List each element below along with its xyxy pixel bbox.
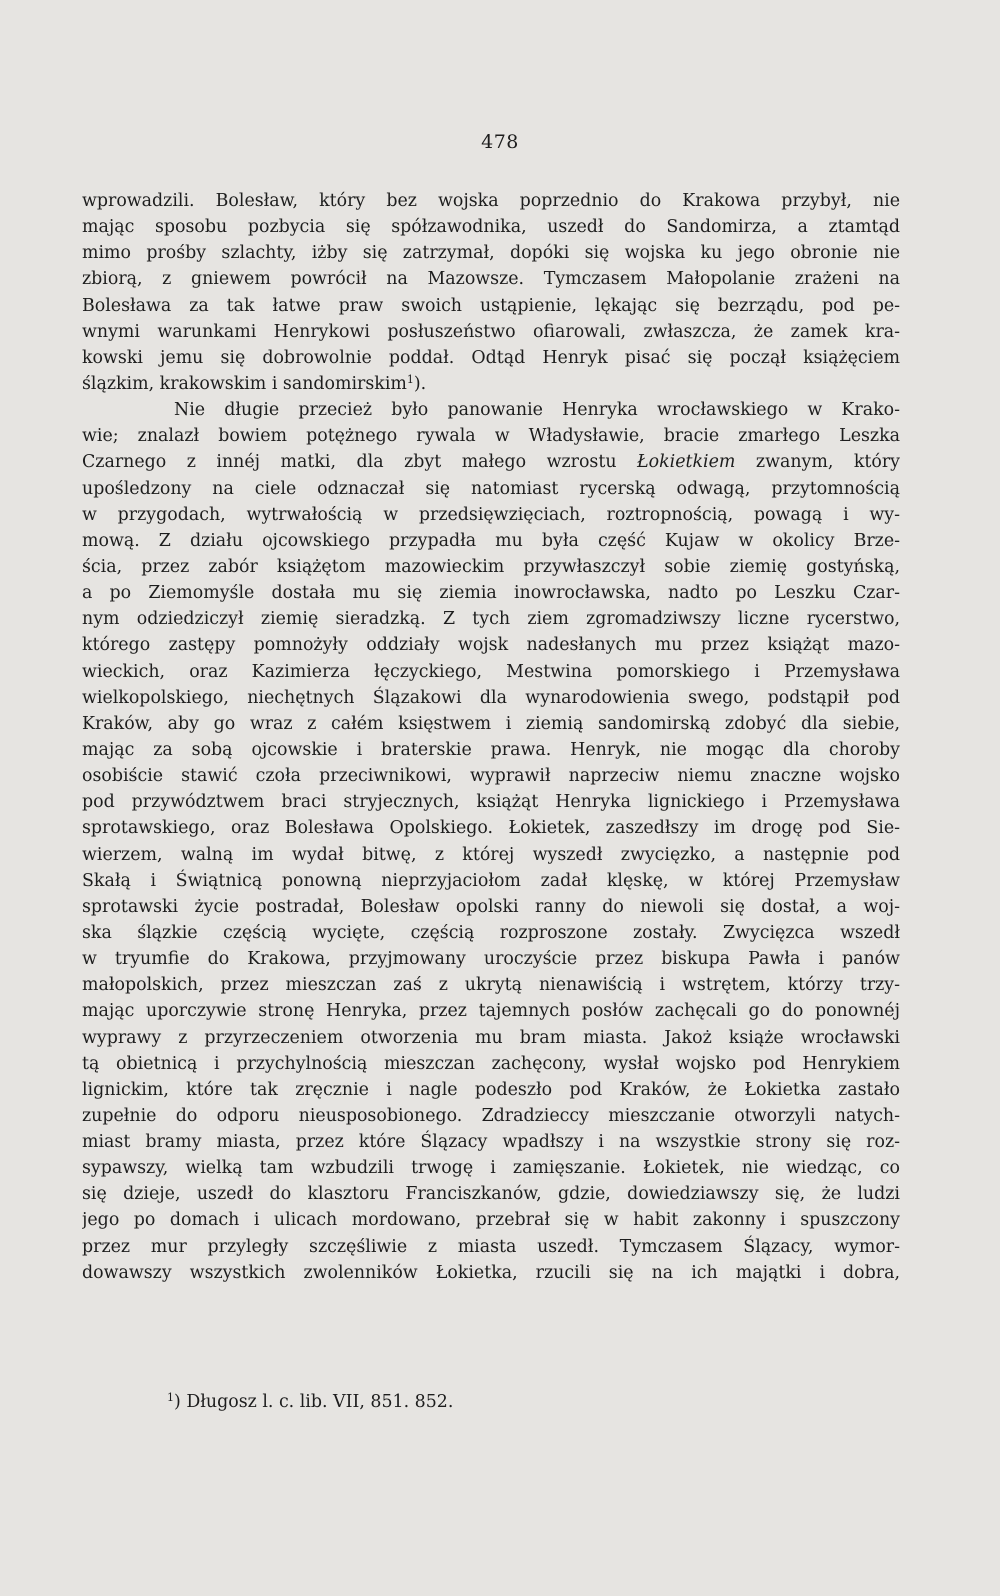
text-line: w przygodach, wytrwałością w przedsięwzięciach, roztropnością, powagą i wy- (82, 504, 900, 525)
text-line: wieckich, oraz Kazimierza łęczyckiego, Mestwina pomorskiego i Przemysława (82, 661, 900, 682)
text-line: mając sposobu pozbycia się spółzawodnika, uszedł do Sandomirza, a ztamtąd (82, 217, 900, 238)
footnote-marker: 1 (167, 1391, 174, 1404)
text-line: Skałą i Świątnicą ponowną nieprzyjaciołom zadał klęskę, w której Przemysław (82, 870, 900, 891)
text-line: małopolskich, przez mieszczan zaś z ukrytą nienawiścią i wstrętem, którzy trzy- (82, 975, 900, 996)
text-line: ska ślązkie częścią wycięte, częścią rozproszone zostały. Zwycięzca wszedł (82, 922, 900, 943)
text-line: sypawszy, wielką tam wzbudzili trwogę i zamięszanie. Łokietek, nie wiedząc, co (82, 1158, 900, 1179)
text-line: się dzieje, uszedł do klasztoru Franciszkanów, gdzie, dowiedziawszy się, że ludzi (82, 1184, 900, 1205)
footnote: $^1$) Długosz l. c. lib. VII, 851. 852. (167, 1391, 454, 1412)
text-line: wie; znalazł bowiem potężnego rywala w Władysławie, bracie zmarłego Leszka (82, 426, 900, 447)
italic-name: Łokietkiem (637, 452, 736, 473)
text-line: sprotawski życie postradał, Bolesław opolski ranny do niewoli się dostał, a woj- (82, 896, 900, 917)
footnote-text: Długosz l. c. lib. VII, 851. 852. (180, 1392, 454, 1412)
text-line (82, 371, 900, 397)
text-line: mając uporczywie stronę Henryka, przez tajemnych posłów zachęcali go do ponownéj (82, 1001, 900, 1022)
text-line: wyprawy z przyrzeczeniem otworzenia mu bram miasta. Jakoż książe wrocławski (82, 1027, 900, 1048)
text-line: mimo prośby szlachty, iżby się zatrzymał, dopóki się wojska ku jego obronie nie (82, 243, 900, 264)
text-line: a po Ziemomyśle dostała mu się ziemia inowrocławska, nadto po Leszku Czar- (82, 583, 900, 604)
text-line: miast bramy miasta, przez które Ślązacy wpadłszy i na wszystkie strony się roz- (82, 1132, 900, 1153)
text-line: ścia, przez zabór książętom mazowieckim przywłaszczył sobie ziemię gostyńską, (82, 556, 900, 577)
text-line: Kraków, aby go wraz z całém księstwem i ziemią sandomirską zdobyć dla siebie, (82, 713, 900, 734)
page-number: 478 (481, 131, 519, 153)
text-line: osobiście stawić czoła przeciwnikowi, wyprawił naprzeciw niemu znaczne wojsko (82, 766, 900, 787)
text-line: sprotawskiego, oraz Bolesława Opolskiego. Łokietek, zaszedłszy im drogę pod Sie- (82, 818, 900, 839)
text-fragment: zwanym, który (735, 452, 900, 473)
text-line: wprowadzili. Bolesław, który bez wojska poprzednio do Krakowa przybył, nie (82, 191, 900, 211)
text-fragment: Czarnego z innéj matki, dla zbyt małego wzrostu (82, 452, 638, 473)
text-line: nym odziedziczył ziemię sieradzką. Z tych ziem zgromadziwszy liczne rycerstwo, (82, 609, 900, 630)
text-line: zbiorą, z gniewem powrócił na Mazowsze. Tymczasem Małopolanie zrażeni na (82, 269, 900, 290)
text-line: lignickim, które tak zręcznie i nagle podeszło pod Kraków, że Łokietka zastało (82, 1079, 900, 1100)
text-line: tą obietnicą i przychylnością mieszczan zachęcony, wysłał wojsko pod Henrykiem (82, 1053, 900, 1074)
text-line: zupełnie do odporu nieusposobionego. Zdradzieccy mieszczanie otworzyli natych- (82, 1105, 900, 1126)
text-line: dowawszy wszystkich zwolenników Łokietka, rzucili się na ich majątki i dobra, (82, 1262, 900, 1283)
text-line: którego zastępy pomnożyły oddziały wojsk nadesłanych mu przez książąt mazo- (82, 635, 900, 656)
text-line: Bolesława za tak łatwe praw swoich ustąpienie, lękając się bezrządu, pod pe- (82, 295, 900, 316)
text-line: pod przywództwem braci stryjecznych, książąt Henryka lignickiego i Przemysława (82, 792, 900, 813)
text-line: w tryumfie do Krakowa, przyjmowany uroczyście przez biskupa Pawła i panów (82, 949, 900, 970)
text-line: mając za sobą ojcowskie i braterskie prawa. Henryk, nie mogąc dla choroby (82, 739, 900, 760)
text-line: wielkopolskiego, niechętnych Ślązakowi dla wynarodowienia swego, podstąpił pod (82, 687, 900, 708)
text-fragment: ). (413, 373, 427, 394)
text-line: upośledzony na ciele odznaczał się natomiast rycerską odwagą, przytomnością (82, 478, 900, 499)
text-line: jego po domach i ulicach mordowano, przebrał się w habit zakonny i spuszczony (82, 1210, 900, 1231)
text-fragment: ślązkim, krakowskim i sandomirskim (82, 373, 407, 394)
text-line: wierzem, walną im wydał bitwę, z której wyszedł zwycięzko, a następnie pod (82, 844, 900, 865)
text-line: wnymi warunkami Henrykowi posłuszeństwo ofiarowali, zwłaszcza, że zamek kra- (82, 321, 900, 342)
body-text (82, 188, 900, 1286)
text-line: kowski jemu się dobrowolnie poddał. Odtąd Henryk pisać się począł książęciem (82, 347, 900, 368)
text-line: mową. Z działu ojcowskiego przypadła mu była część Kujaw w okolicy Brze- (82, 530, 900, 551)
text-line: przez mur przyległy szczęśliwie z miasta uszedł. Tymczasem Ślązacy, wymor- (82, 1236, 900, 1257)
footnote-reference: 1 (406, 372, 414, 386)
text-line (82, 449, 900, 475)
text-line: Nie długie przecież było panowanie Henryka wrocławskiego w Krako- (174, 400, 900, 421)
